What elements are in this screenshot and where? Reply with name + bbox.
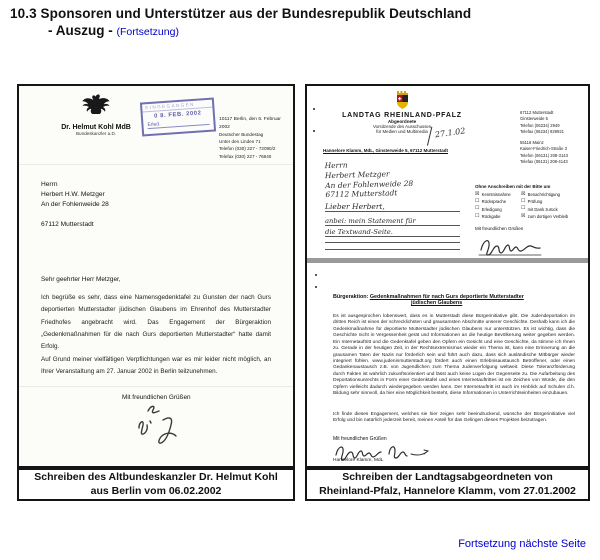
statement-signer: Hannelore Klamm, MdL [333,458,384,463]
routing-form [475,192,577,219]
committee-line1: Vorsitzende des Ausschusses [372,124,432,129]
handwritten-note-line2: die Textwand-Seite. [325,228,460,237]
statement-title [333,294,573,306]
klamm-signature-icon [475,230,575,258]
kohl-paragraph-2: Auf Grund meiner vielfältigen Verpflichtungen war es mir leider nicht möglich, an Ihrer Veranstaltung am 27. Januar 2002 in Berlin teilzunehmen. [41,356,271,376]
office-line: Telefon (030) 227 - 72090/2 [219,146,276,152]
option-label: zum dortigen Verbleib [527,213,569,219]
rlp-coat-of-arms-icon [395,91,410,110]
statement-paragraph-2: Ich finde dieses Engagement, welches sie hier zeigen sehr beeindruckend, wünsche der Bürgerinitiative viel Erfolg und bin natürlich jederzeit bereit, meinen Anteil für das Gelingen dieses Projektes beizutragen. [333,412,575,424]
checkbox-icon: ☐ [475,212,480,219]
form-option [475,192,521,197]
form-option [475,206,521,211]
role-line: Abgeordnete [387,119,417,124]
recipient-line: An der Fohlenweide 28 [325,178,414,190]
caption-line: aus Berlin vom 06.02.2002 [90,484,222,497]
continuation-label: (Fortsetzung) [116,26,179,38]
statement-title-line2: jüdischen Glaubens [411,300,463,306]
form-heading: Ohne Anschreiben mit der Bitte um [475,184,551,189]
ruled-line [325,241,460,243]
sender-title: Bundeskanzler a.D. [75,131,117,136]
office-line: Telefax (030) 227 - 76840 [219,153,272,159]
fax-closing: Mit freundlichen Grüßen [475,226,524,231]
contact-line: 55116 Mainz [520,140,544,145]
contact-line: Telefax (06131) 208-4143 [520,158,568,164]
checkbox-icon: ☒ [521,191,526,197]
klamm-caption [305,468,590,501]
contact-line: Telefon (06131) 208-3143 [520,152,568,158]
fold-line [19,164,293,165]
kohl-closing: Mit freundlichen Grüßen [122,394,191,401]
kohl-letter-scan [17,84,295,468]
form-option [521,206,577,211]
statement-title-main: Gedenkmaßnahmen für nach Gurs deportierte Mutterstadter [369,294,524,300]
checkbox-icon: ☐ [521,198,526,205]
option-label: Prüfung [527,199,543,205]
form-option [521,214,577,219]
page-title-line2 [48,23,471,38]
handwritten-greeting: Lieber Herbert, [325,202,460,212]
stamp-date: 0 8. FEB. 2002 [154,110,202,120]
page-title-line1: 10.3 Sponsoren und Unterstützer aus der Bundesrepublik Deutschland [10,6,472,21]
sender-name: Dr. Helmut Kohl MdB [61,124,131,131]
page-title-auszug: - Auszug - [48,23,113,38]
checkbox-icon: ☐ [475,198,480,205]
contact-line: Telefon (06234) 2949 [520,122,560,128]
checkbox-icon: ☐ [475,205,480,212]
contact-block-mutterstadt [520,110,586,135]
handwritten-date [424,121,467,146]
contact-line: Kaiser-Friedrich-Straße 3 [520,146,568,152]
option-label: Rückgabe [481,213,501,219]
recipient-line: Herbert H.W. Metzger [41,191,105,199]
caption-line: Rheinland-Pfalz, Hannelore Klamm, vom 27.01.2002 [319,484,576,497]
option-label: Benachrichtigung [527,192,561,198]
option-label: Kenntnisnahme [481,192,511,198]
statement-closing: Mit freundlichen Grüßen [333,436,387,442]
stamp-erled: Erled. [147,118,209,129]
office-line: Unter den Linden 71 [219,139,261,145]
committee-line2: für Medien und Multimedia [376,129,428,134]
recipient-line: 67112 Mutterstadt [41,220,94,228]
klamm-handwritten-recipient [325,159,414,200]
punch-mark [313,130,315,132]
checkbox-icon: ☐ [521,205,526,212]
contact-line: 67112 Mutterstadt [520,110,554,115]
contact-line: Telefax (06234) 929921 [520,128,565,134]
salutation: Sehr geehrter Herr Metzger, [41,276,121,283]
form-option [521,192,577,197]
kohl-paragraph-1: Ich begrüße es sehr, dass eine Namensgedenktafel zu Gunsten der nach Gurs deportierten Mutterstadter jüdischen Glaubens im Ehrenhof des Mutterstadter Friedhofes angebracht wird. Das Engagement der Bürgeraktion „Gedenkmaßnahmen für die nach Gurs deportierten Mutterstadter“ hatte damit Erfolg. [41,294,271,351]
option-label: mit Dank zurück [527,206,558,212]
punch-mark [313,108,315,110]
klamm-letter-scan [305,84,590,468]
bundesadler-icon [81,94,111,120]
punch-mark [315,274,317,276]
caption-line: Schreiben des Altbundeskanzler Dr. Helmut Kohl [34,470,278,483]
handwritten-date-text: 27.1.02 [434,126,466,140]
form-option [475,199,521,204]
scan-divider [307,258,588,263]
recipient-line: An der Fohlenweide 28 [41,201,109,209]
sender-line: Hannelore Klamm, MdL, Ginsterweide 5, 67112 Mutterstadt [323,148,449,153]
form-option [521,199,577,204]
spacer [41,211,109,220]
checkbox-icon: ☒ [521,212,526,219]
option-label: Rücksprache [481,199,507,205]
letter-date: 10117 Berlin, den 6. Februar 2002 [219,117,281,130]
recipient-line: Herrn [324,160,348,171]
ruled-line [325,248,460,250]
statement-paragraph-1: Es ist ausgesprochen lobenswert, dass es in Mutterstadt diese Bürgerinitiative gibt. Die Judendeportation im dritten Reich ist eines der schrecklichsten und grausamsten Abschnitte unserer Geschichte. Deshalb kann ich die Gedenkmaßnahme für deportierte Mutterstadter jüdischen Glaubens nur unterstützen. Es ist wichtig, dass die Geschichte nicht in Vergessenheit gerät und Informationen an die heutige Bevölkerung weiter gegeben werden. Ein Internetauftritt und die Gedenktafel geben den Opfern ein Gesicht und eine Geschichte, da stimme ich Ihnen zu. Gerade in der heutigen Zeit, in der Rechtsextremismus wieder ein Thema ist, kann eine Erinnerung an die grausamen Taten der Nazis nur förderlich sein und führt auch dazu, dass sich ausländische Mitbürger wieder integriert fühlen. www.judeninmutterstadt.org fördert auch einen Erlebnisaustausch Betroffener, oder einen Gedankenaustausch z.B. von Jugendlichen zum Thema Judenverfolgung weltweit. Diese Toleranzförderung durch Fakten ist wahrlich zukunftsorientiert und lässt auch keine Lügen der Gegenseite zu. Die Aufarbeitung des Deportationsunrechts in Form einer Gedenktafel und eines Internetauftrittes ist ein Zeichen von Würde, die den Opfern vielleicht dadurch wiedergegeben werden kann. Der Internetauftritt ist auch im Hinblick auf Schulen d.h. Bildung sehr sinnvoll, da hier eine Möglichkeit besteht, diese Informationen in Unterrichtseinheiten einzubauen. [333,314,575,397]
kohl-letterhead [37,124,155,136]
kohl-recipient-address [41,180,109,230]
checkbox-icon: ☒ [475,191,480,197]
page-heading [10,6,471,38]
recipient-line: 67112 Mutterstadt [325,188,398,200]
stamp-line1: EINGEGANGEN [142,100,212,113]
statement-title-prefix: Bürgeraktion: [333,294,369,300]
received-stamp [140,97,216,136]
kohl-date-block [219,116,293,160]
landtag-title: LANDTAG RHEINLAND-PFALZ [342,112,462,119]
office-line: Deutscher Bundestag [219,132,264,138]
option-label: Erledigung [481,206,502,212]
handwritten-note-line1: anbei: mein Statement für [325,217,460,226]
form-option [475,214,521,219]
footer-continuation: Fortsetzung nächste Seite [458,538,586,550]
punch-mark [315,286,317,288]
recipient-line: Herbert Metzger [324,169,390,180]
contact-line: Ginsterweide 5 [520,116,548,122]
kohl-caption [17,468,295,501]
caption-line: Schreiben der Landtagsabgeordneten von [342,470,553,483]
kohl-signature-icon [114,404,200,462]
contact-block-mainz [520,140,586,165]
recipient-line: Herrn [41,181,58,188]
fold-line [19,386,293,387]
